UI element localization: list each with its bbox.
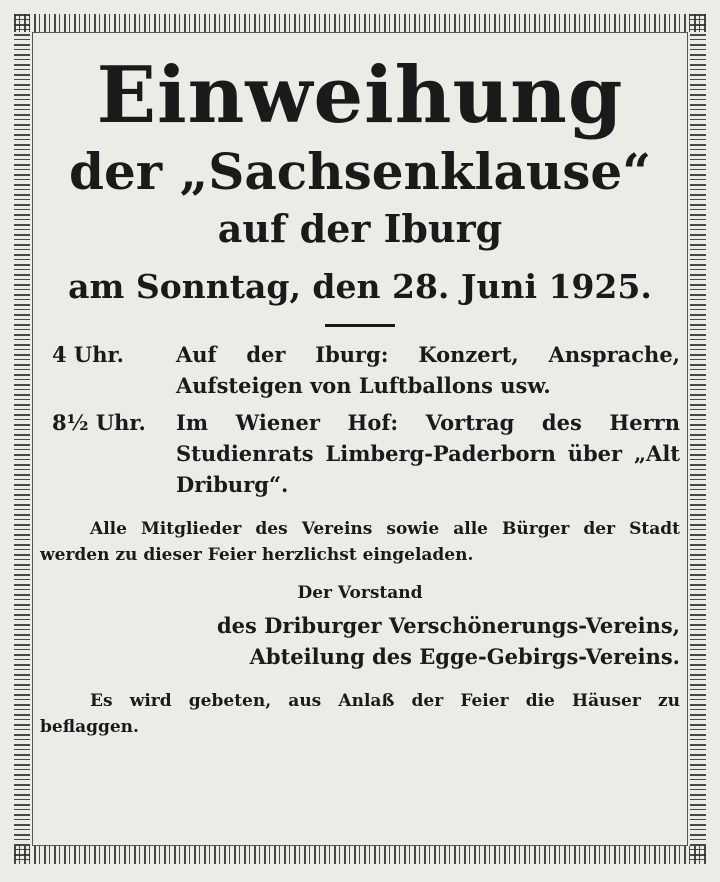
program-item [40,339,680,401]
ornamental-border-left [14,14,30,864]
signature-department: Abteilung des Egge-Gebirgs-Vereins. [249,644,680,669]
signature-board: Der Vorstand [297,583,423,603]
program-list [40,339,680,500]
announcement-content [40,36,680,842]
program-time: 4 Uhr. [52,342,124,367]
flag-request-note: Es wird gebeten, aus Anlaß der Feier die Häuser zu beflaggen. [40,691,680,737]
program-time: 8½ Uhr. [52,410,146,435]
program-item [40,407,680,500]
announcement-subtitle: der „Sachsenklause“ [68,142,651,201]
ornamental-border-right [690,14,706,864]
divider-rule [325,324,395,327]
signature-association: des Driburger Verschönerungs-Vereins, [217,613,680,638]
announcement-date: am Sonntag, den 28. Juni 1925. [68,267,652,306]
announcement-title: Einweihung [96,50,624,141]
ornamental-border-top [14,14,706,32]
ornamental-border-bottom [14,846,706,864]
program-description: Im Wiener Hof: Vortrag des Herrn Studienrats Limberg-Paderborn über „Alt Driburg“. [176,410,680,497]
invitation-text: Alle Mitglieder des Vereins sowie alle Bürger der Stadt werden zu dieser Feier herzlichst eingeladen. [40,519,680,565]
announcement-location: auf der Iburg [217,206,503,251]
program-description: Auf der Iburg: Konzert, Ansprache, Aufsteigen von Luftballons usw. [176,342,680,398]
